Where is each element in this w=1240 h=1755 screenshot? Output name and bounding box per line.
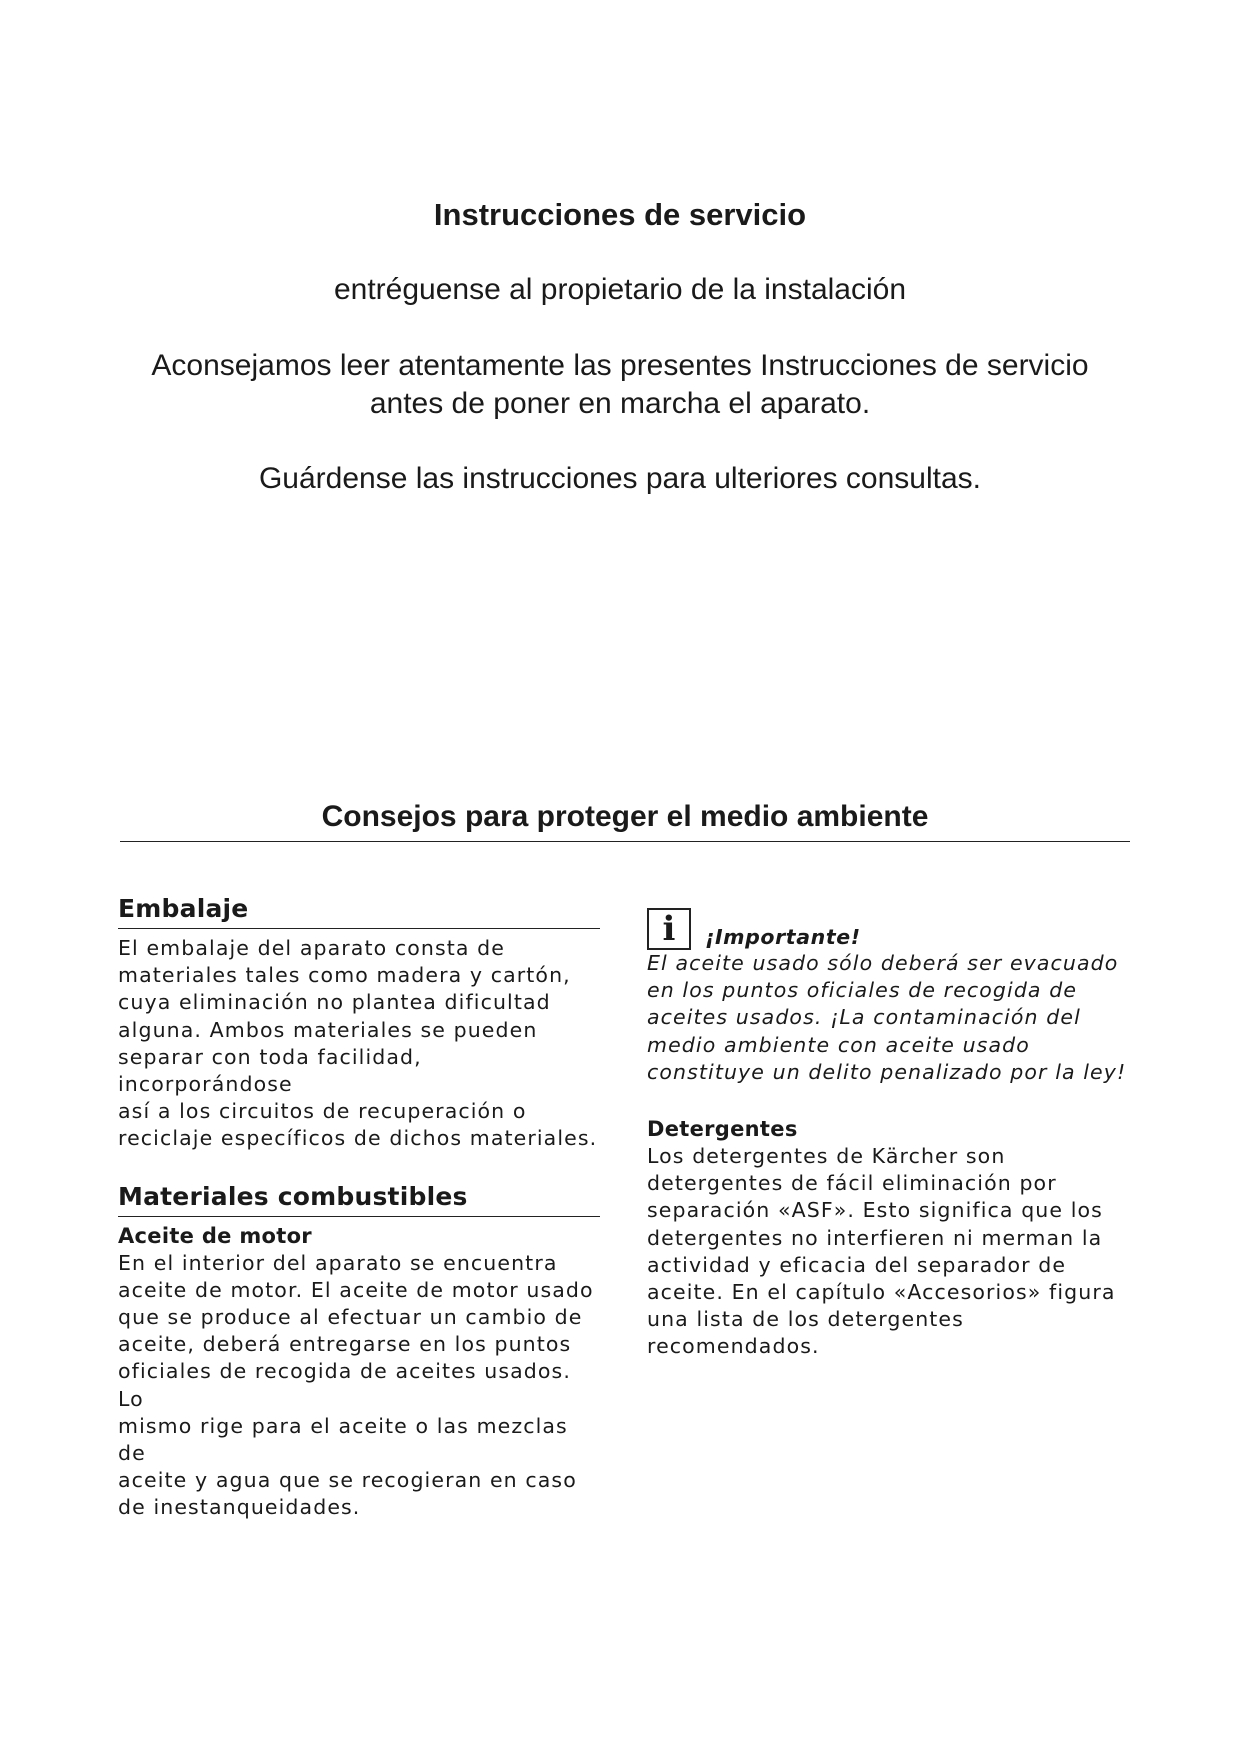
detergents-line: detergentes no interfieren ni merman la (647, 1225, 1103, 1250)
right-column (647, 902, 1137, 1361)
packaging-line: así a los circuitos de recuperación o (118, 1099, 527, 1124)
packaging-line: separar con toda facilidad, incorporándose (118, 1044, 422, 1097)
packaging-paragraph (118, 935, 600, 1153)
section-divider (120, 841, 1130, 842)
important-line: El aceite usado sólo deberá ser evacuado (647, 951, 1119, 975)
packaging-line: cuya eliminación no plantea dificultad (118, 990, 551, 1015)
detergents-heading: Detergentes (647, 1117, 798, 1142)
important-line: aceites usados. ¡La contaminación del (647, 1005, 1081, 1030)
left-column (118, 893, 600, 1522)
fuels-heading: Materiales combustibles (118, 1181, 600, 1217)
motor-oil-line: mismo rige para el aceite o las mezclas de (118, 1413, 568, 1466)
packaging-heading: Embalaje (118, 893, 600, 929)
document-subtitle: entréguense al propietario de la instalación (333, 273, 907, 306)
reading-advice-line-1: Aconsejamos leer atentamente las presentes Instrucciones de servicio (151, 349, 1089, 382)
important-notice-paragraph (647, 950, 1137, 1086)
section-title: Consejos para proteger el medio ambiente (321, 800, 929, 833)
important-notice-header (647, 902, 1137, 950)
detergents-paragraph (647, 1143, 1137, 1361)
detergents-line: una lista de los detergentes recomendados. (647, 1307, 964, 1359)
important-line: en los puntos oficiales de recogida de (647, 978, 1078, 1003)
reading-advice-line-2: antes de poner en marcha el aparato. (369, 387, 871, 420)
packaging-line: El embalaje del aparato consta de (118, 936, 505, 960)
info-icon: i (647, 908, 691, 950)
motor-oil-line: de inestanqueidades. (118, 1495, 361, 1520)
motor-oil-line: En el interior del aparato se encuentra (118, 1250, 558, 1275)
packaging-line: alguna. Ambos materiales se pueden (118, 1017, 538, 1042)
important-label: ¡Importante! (705, 925, 861, 949)
detergents-line: Los detergentes de Kärcher son (647, 1144, 1006, 1169)
detergents-line: aceite. En el capítulo «Accesorios» figura (647, 1280, 1116, 1305)
motor-oil-line: que se produce al efectuar un cambio de (118, 1305, 583, 1330)
keep-instructions-note: Guárdense las instrucciones para ulteriores consultas. (258, 462, 982, 495)
document-title: Instrucciones de servicio (433, 197, 807, 232)
packaging-line: materiales tales como madera y cartón, (118, 963, 571, 988)
reading-advice (110, 347, 1130, 423)
detergents-line: separación «ASF». Esto significa que los (647, 1198, 1103, 1223)
motor-oil-line: oficiales de recogida de aceites usados. Lo (118, 1359, 571, 1411)
packaging-line: reciclaje específicos de dichos materiales. (118, 1126, 598, 1151)
motor-oil-line: aceite, deberá entregarse en los puntos (118, 1332, 572, 1357)
detergents-line: detergentes de fácil eliminación por (647, 1171, 1057, 1196)
motor-oil-line: aceite de motor. El aceite de motor usado (118, 1277, 594, 1302)
important-line: medio ambiente con aceite usado (647, 1032, 1030, 1057)
important-line: constituye un delito penalizado por la ley! (647, 1059, 1127, 1084)
motor-oil-line: aceite y agua que se recogieran en caso (118, 1468, 577, 1493)
motor-oil-paragraph (118, 1250, 600, 1522)
motor-oil-subheading: Aceite de motor (118, 1223, 312, 1248)
detergents-line: actividad y eficacia del separador de (647, 1252, 1067, 1277)
